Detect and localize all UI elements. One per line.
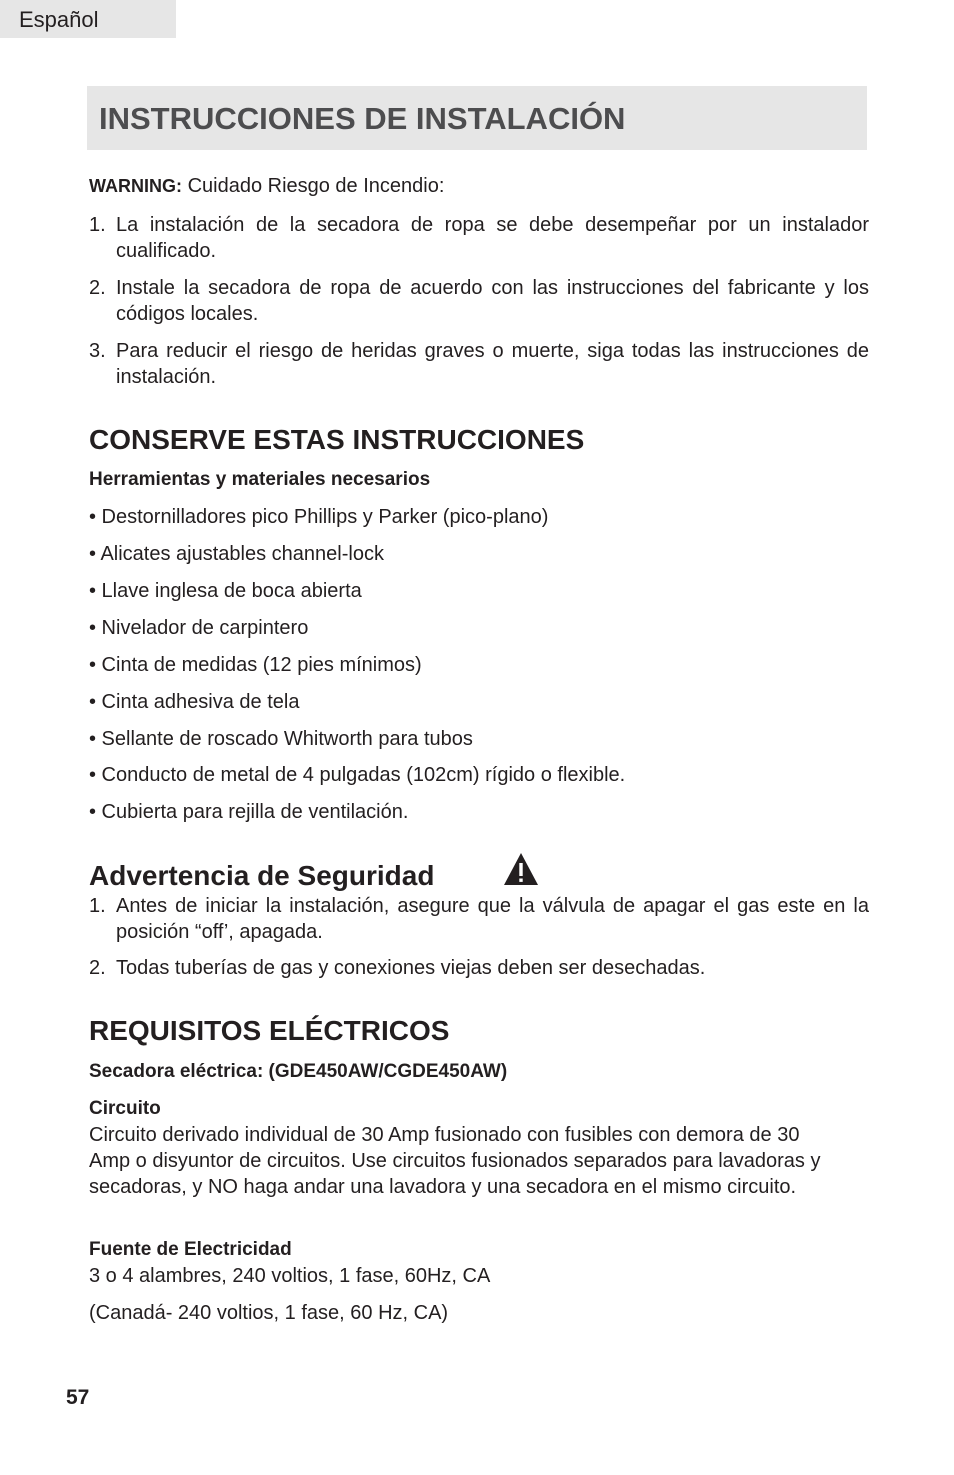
list-item bbox=[89, 893, 869, 945]
power-line: 3 o 4 alambres, 240 voltios, 1 fase, 60Hz, CA bbox=[89, 1265, 491, 1287]
page-title: INSTRUCCIONES DE INSTALACIÓN bbox=[87, 86, 867, 150]
list-item bbox=[89, 275, 869, 327]
item-number: 1. bbox=[89, 214, 106, 236]
list-item: • Llave inglesa de boca abierta bbox=[89, 580, 362, 602]
section-heading: CONSERVE ESTAS INSTRUCCIONES bbox=[89, 424, 585, 455]
list-item bbox=[89, 955, 869, 981]
model-line: Secadora eléctrica: (GDE450AW/CGDE450AW) bbox=[89, 1061, 508, 1082]
list-item bbox=[89, 212, 869, 264]
item-number: 1. bbox=[89, 895, 106, 917]
warning-line bbox=[89, 173, 444, 199]
list-item: • Cinta adhesiva de tela bbox=[89, 691, 300, 713]
item-number: 2. bbox=[89, 957, 106, 979]
power-line-canada: (Canadá- 240 voltios, 1 fase, 60 Hz, CA) bbox=[89, 1302, 449, 1324]
list-item: • Cubierta para rejilla de ventilación. bbox=[89, 801, 409, 823]
item-text: Instale la secadora de ropa de acuerdo con las instrucciones del fabricante y los códigos locales. bbox=[116, 277, 869, 325]
section-subheading: Herramientas y materiales necesarios bbox=[89, 469, 431, 490]
warning-label: WARNING: bbox=[89, 176, 182, 196]
language-tab: Español bbox=[0, 0, 176, 38]
section-heading: Advertencia de Seguridad bbox=[89, 860, 435, 891]
list-item: • Nivelador de carpintero bbox=[89, 617, 309, 639]
item-text: Antes de iniciar la instalación, asegure que la válvula de apagar el gas este en la posición “off’, apagada. bbox=[116, 895, 869, 943]
list-item: • Conducto de metal de 4 pulgadas (102cm) rígido o flexible. bbox=[89, 764, 626, 786]
item-text: Para reducir el riesgo de heridas graves o muerte, siga todas las instrucciones de instalación. bbox=[116, 340, 869, 388]
circuit-heading: Circuito bbox=[89, 1098, 161, 1119]
item-text: La instalación de la secadora de ropa se debe desempeñar por un instalador cualificado. bbox=[116, 214, 869, 262]
power-heading: Fuente de Electricidad bbox=[89, 1239, 292, 1260]
list-item: • Cinta de medidas (12 pies mínimos) bbox=[89, 654, 422, 676]
item-number: 3. bbox=[89, 340, 106, 362]
list-item: • Sellante de roscado Whitworth para tubos bbox=[89, 728, 473, 750]
section-heading: REQUISITOS ELÉCTRICOS bbox=[89, 1015, 450, 1046]
list-item: • Destornilladores pico Phillips y Parker (pico-plano) bbox=[89, 506, 549, 528]
warning-text: Cuidado Riesgo de Incendio: bbox=[187, 175, 445, 197]
warning-triangle-icon bbox=[502, 851, 540, 887]
page-number: 57 bbox=[66, 1386, 90, 1409]
item-text: Todas tuberías de gas y conexiones viejas deben ser desechadas. bbox=[116, 957, 706, 979]
list-item: • Alicates ajustables channel-lock bbox=[89, 543, 384, 565]
list-item bbox=[89, 338, 869, 390]
circuit-text: Circuito derivado individual de 30 Amp fusionado con fusibles con demora de 30 Amp o disyuntor de circuitos. Use circuitos fusionados separados para lavadoras y secadoras, y NO haga andar una lavadora y una secadora en el mismo circuito. bbox=[89, 1124, 821, 1198]
item-number: 2. bbox=[89, 277, 106, 299]
